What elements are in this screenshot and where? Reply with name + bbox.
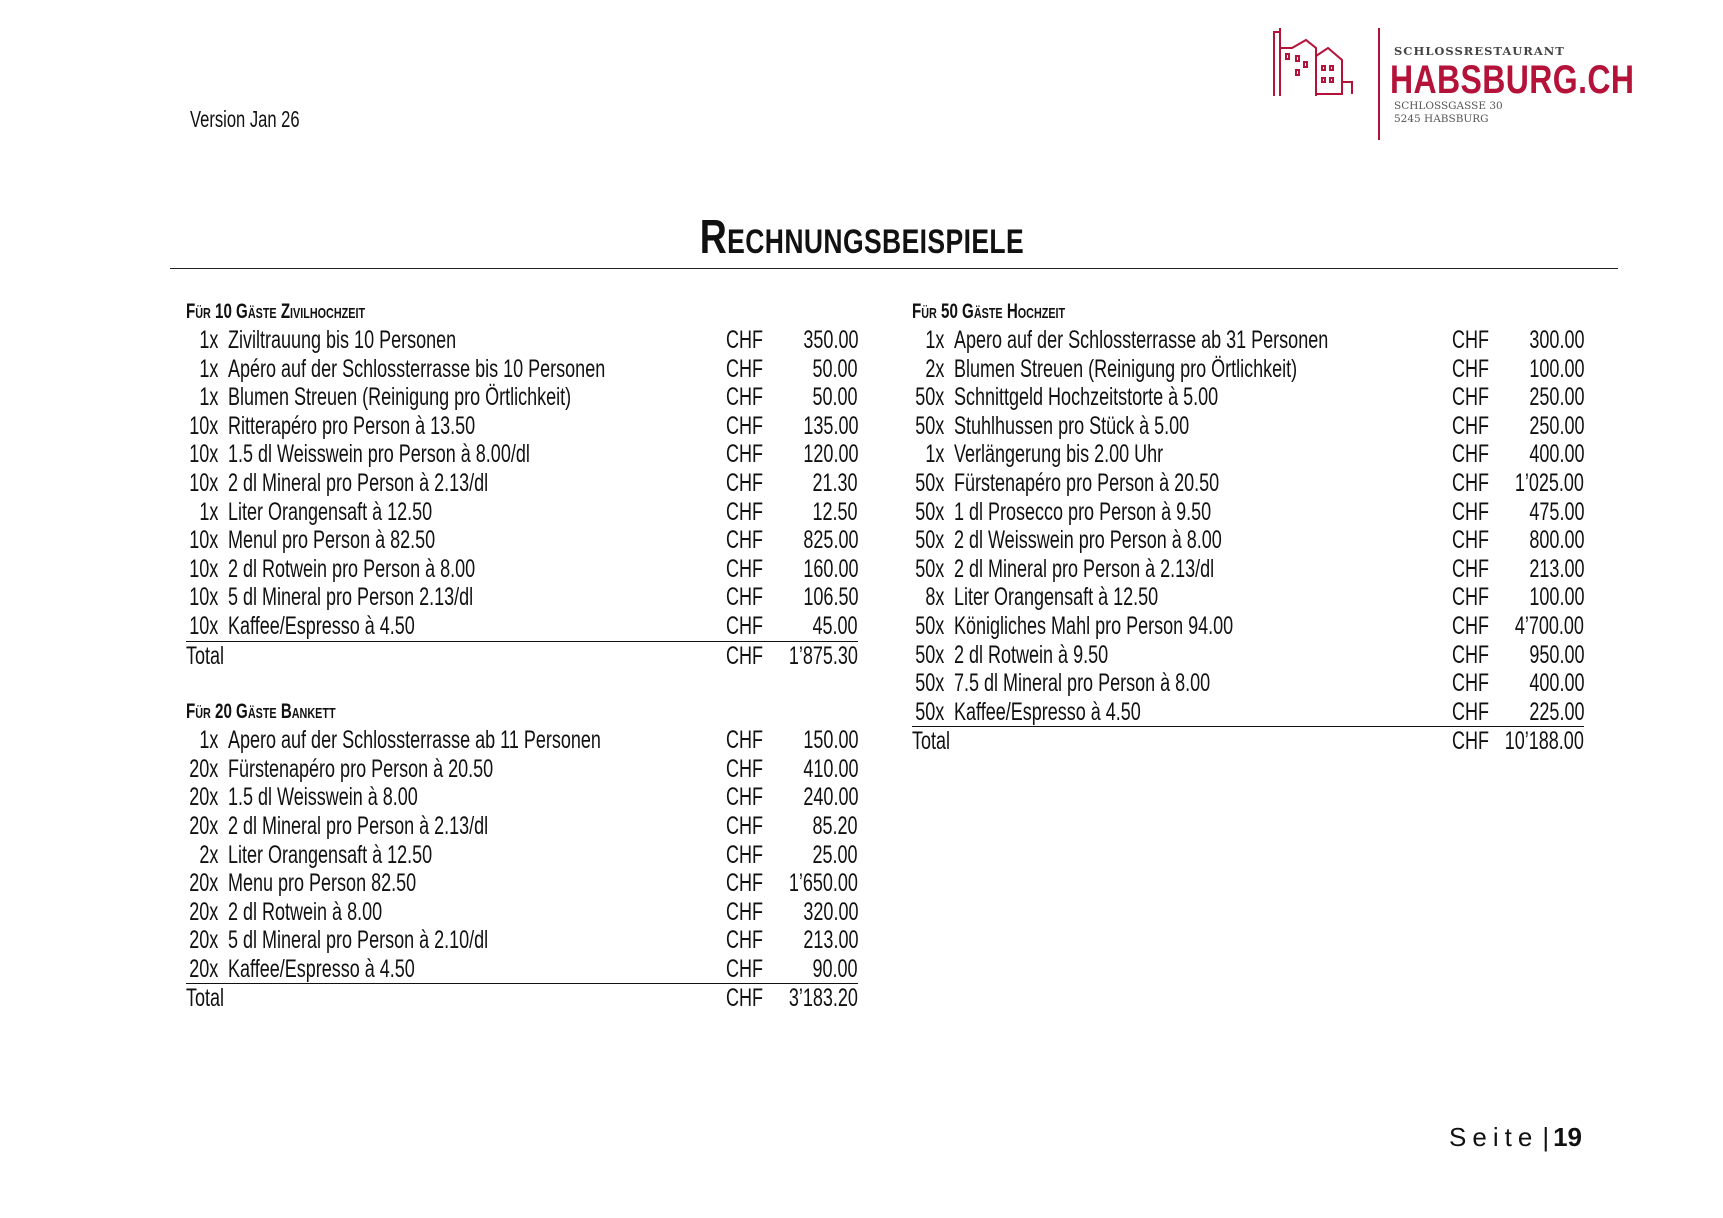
row-description: 5 dl Mineral pro Person 2.13/dl xyxy=(228,583,474,612)
row-quantity: 20x xyxy=(188,869,218,898)
row-amount: 106.50 xyxy=(802,583,858,612)
table-row xyxy=(186,841,858,870)
row-description: 1.5 dl Weisswein pro Person à 8.00/dl xyxy=(228,440,530,469)
total-row xyxy=(186,642,858,671)
row-amount: 250.00 xyxy=(1528,383,1584,412)
row-description: Fürstenapéro pro Person à 20.50 xyxy=(954,468,1220,497)
table-row xyxy=(186,526,858,555)
row-description: Kaffee/Espresso à 4.50 xyxy=(228,611,415,640)
row-currency: CHF xyxy=(726,897,764,926)
row-amount: 25.00 xyxy=(812,840,858,869)
row-quantity: 50x xyxy=(914,554,944,583)
row-amount: 950.00 xyxy=(1528,640,1584,669)
row-description: Blumen Streuen (Reinigung pro Örtlichkeit) xyxy=(954,354,1298,383)
row-description: Menu pro Person 82.50 xyxy=(228,869,417,898)
row-amount: 100.00 xyxy=(1528,354,1584,383)
row-currency: CHF xyxy=(1452,669,1490,698)
row-quantity: 1x xyxy=(198,383,218,412)
section-title: Für 20 Gäste Bankett xyxy=(186,700,336,724)
table-row xyxy=(186,555,858,584)
row-quantity: 50x xyxy=(914,526,944,555)
row-description: 2 dl Mineral pro Person à 2.13/dl xyxy=(954,554,1215,583)
version-label: Version Jan 26 xyxy=(190,106,300,132)
row-currency: CHF xyxy=(726,354,764,383)
row-currency: CHF xyxy=(1452,526,1490,555)
row-quantity: 20x xyxy=(188,754,218,783)
row-amount: 50.00 xyxy=(812,354,858,383)
invoice-table xyxy=(186,726,858,1013)
row-description: Königliches Mahl pro Person 94.00 xyxy=(954,611,1234,640)
row-description: 2 dl Rotwein à 8.00 xyxy=(228,897,383,926)
table-row xyxy=(186,326,858,355)
row-currency: CHF xyxy=(726,726,764,755)
row-description: 2 dl Rotwein pro Person à 8.00 xyxy=(228,554,476,583)
table-row xyxy=(186,812,858,841)
row-quantity: 50x xyxy=(914,669,944,698)
row-quantity: 8x xyxy=(924,583,944,612)
row-currency: CHF xyxy=(726,554,764,583)
table-row xyxy=(912,612,1584,641)
row-amount: 150.00 xyxy=(802,726,858,755)
table-row xyxy=(912,383,1584,412)
total-row xyxy=(912,727,1584,756)
row-description: Stuhlhussen pro Stück à 5.00 xyxy=(954,411,1190,440)
table-row xyxy=(186,898,858,927)
row-currency: CHF xyxy=(726,526,764,555)
total-label: Total xyxy=(186,984,225,1013)
row-amount: 213.00 xyxy=(802,926,858,955)
logo-subtitle: SCHLOSSRESTAURANT xyxy=(1394,44,1565,58)
row-currency: CHF xyxy=(1452,640,1490,669)
row-currency: CHF xyxy=(726,411,764,440)
row-currency: CHF xyxy=(726,383,764,412)
table-row xyxy=(186,440,858,469)
row-currency: CHF xyxy=(1452,411,1490,440)
row-amount: 825.00 xyxy=(802,526,858,555)
row-quantity: 50x xyxy=(914,640,944,669)
total-row xyxy=(186,984,858,1013)
row-quantity: 1x xyxy=(198,497,218,526)
table-row xyxy=(912,583,1584,612)
table-row xyxy=(912,526,1584,555)
table-row xyxy=(912,355,1584,384)
row-amount: 225.00 xyxy=(1528,697,1584,726)
total-currency: CHF xyxy=(726,984,764,1013)
section-title: Für 50 Gäste Hochzeit xyxy=(912,300,1066,323)
row-amount: 400.00 xyxy=(1528,669,1584,698)
row-amount: 800.00 xyxy=(1528,526,1584,555)
row-currency: CHF xyxy=(1452,697,1490,726)
row-quantity: 1x xyxy=(924,326,944,354)
table-row xyxy=(912,698,1584,728)
page-title: Rechnungsbeispiele xyxy=(699,211,1024,264)
row-amount: 100.00 xyxy=(1528,583,1584,612)
row-currency: CHF xyxy=(726,840,764,869)
page-separator: | xyxy=(1542,1122,1550,1152)
row-quantity: 1x xyxy=(198,726,218,755)
logo-address xyxy=(1394,100,1503,126)
row-amount: 410.00 xyxy=(802,754,858,783)
row-description: 1 dl Prosecco pro Person à 9.50 xyxy=(954,497,1212,526)
row-quantity: 10x xyxy=(188,583,218,612)
row-quantity: 10x xyxy=(188,468,218,497)
row-amount: 85.20 xyxy=(812,811,858,840)
row-quantity: 10x xyxy=(188,611,218,640)
logo-address-line: 5245 HABSBURG xyxy=(1394,113,1489,125)
row-quantity: 50x xyxy=(914,611,944,640)
total-amount: 10’188.00 xyxy=(1504,727,1584,756)
row-currency: CHF xyxy=(726,926,764,955)
row-currency: CHF xyxy=(1452,354,1490,383)
row-amount: 320.00 xyxy=(802,897,858,926)
row-currency: CHF xyxy=(726,811,764,840)
logo-address-line: SCHLOSSGASSE 30 xyxy=(1394,100,1503,112)
total-label: Total xyxy=(912,727,951,756)
table-row xyxy=(186,755,858,784)
row-currency: CHF xyxy=(726,611,764,640)
row-amount: 120.00 xyxy=(802,440,858,469)
row-currency: CHF xyxy=(1452,326,1490,354)
row-description: Verlängerung bis 2.00 Uhr xyxy=(954,440,1164,469)
total-amount: 3’183.20 xyxy=(788,984,858,1013)
row-description: Apero auf der Schlossterrasse ab 11 Personen xyxy=(228,726,601,755)
castle-icon xyxy=(1270,26,1370,98)
row-amount: 250.00 xyxy=(1528,411,1584,440)
row-currency: CHF xyxy=(1452,554,1490,583)
row-currency: CHF xyxy=(726,869,764,898)
total-label: Total xyxy=(186,641,225,670)
row-description: 2 dl Rotwein à 9.50 xyxy=(954,640,1109,669)
row-description: Ritterapéro pro Person à 13.50 xyxy=(228,411,476,440)
table-row xyxy=(186,355,858,384)
row-currency: CHF xyxy=(726,583,764,612)
row-quantity: 2x xyxy=(924,354,944,383)
table-row xyxy=(186,383,858,412)
row-amount: 50.00 xyxy=(812,383,858,412)
row-currency: CHF xyxy=(726,468,764,497)
table-row xyxy=(186,955,858,985)
row-amount: 300.00 xyxy=(1528,326,1584,354)
row-description: 2 dl Mineral pro Person à 2.13/dl xyxy=(228,468,489,497)
row-description: Apero auf der Schlossterrasse ab 31 Personen xyxy=(954,326,1329,354)
total-amount: 1’875.30 xyxy=(788,641,858,670)
row-amount: 135.00 xyxy=(802,411,858,440)
table-row xyxy=(186,726,858,755)
table-row xyxy=(912,669,1584,698)
row-description: Kaffee/Espresso à 4.50 xyxy=(954,697,1141,726)
table-row xyxy=(186,612,858,642)
row-quantity: 20x xyxy=(188,811,218,840)
table-row xyxy=(912,326,1584,355)
page-footer xyxy=(1449,1120,1582,1154)
row-currency: CHF xyxy=(1452,611,1490,640)
table-row xyxy=(186,498,858,527)
row-quantity: 20x xyxy=(188,954,218,983)
row-description: Liter Orangensaft à 12.50 xyxy=(954,583,1159,612)
row-quantity: 20x xyxy=(188,926,218,955)
row-quantity: 10x xyxy=(188,411,218,440)
row-currency: CHF xyxy=(726,754,764,783)
table-row xyxy=(186,926,858,955)
row-quantity: 50x xyxy=(914,497,944,526)
row-description: Menul pro Person à 82.50 xyxy=(228,526,436,555)
row-currency: CHF xyxy=(1452,383,1490,412)
row-amount: 350.00 xyxy=(802,326,858,354)
logo-divider xyxy=(1378,28,1380,140)
restaurant-logo xyxy=(1270,26,1635,144)
row-description: 1.5 dl Weisswein à 8.00 xyxy=(228,783,418,812)
row-amount: 160.00 xyxy=(802,554,858,583)
row-quantity: 1x xyxy=(198,354,218,383)
row-currency: CHF xyxy=(726,783,764,812)
row-amount: 1’650.00 xyxy=(788,869,858,898)
right-column xyxy=(912,298,1584,756)
row-quantity: 2x xyxy=(198,840,218,869)
row-amount: 1’025.00 xyxy=(1514,468,1584,497)
row-currency: CHF xyxy=(1452,497,1490,526)
row-description: Apéro auf der Schlossterrasse bis 10 Personen xyxy=(228,354,606,383)
section-title: Für 10 Gäste Zivilhochzeit xyxy=(186,300,366,323)
table-row xyxy=(912,641,1584,670)
row-description: 7.5 dl Mineral pro Person à 8.00 xyxy=(954,669,1211,698)
table-row xyxy=(912,440,1584,469)
row-amount: 12.50 xyxy=(812,497,858,526)
row-description: Schnittgeld Hochzeitstorte à 5.00 xyxy=(954,383,1219,412)
row-description: Kaffee/Espresso à 4.50 xyxy=(228,954,415,983)
row-quantity: 50x xyxy=(914,411,944,440)
row-description: 2 dl Weisswein pro Person à 8.00 xyxy=(954,526,1222,555)
row-amount: 4’700.00 xyxy=(1514,611,1584,640)
row-description: Fürstenapéro pro Person à 20.50 xyxy=(228,754,494,783)
row-currency: CHF xyxy=(1452,468,1490,497)
invoice-table xyxy=(186,326,858,670)
logo-brand: HABSBURG.CH xyxy=(1390,58,1635,102)
row-amount: 213.00 xyxy=(1528,554,1584,583)
row-amount: 21.30 xyxy=(812,468,858,497)
row-description: Ziviltrauung bis 10 Personen xyxy=(228,326,457,354)
row-currency: CHF xyxy=(1452,440,1490,469)
table-row xyxy=(186,583,858,612)
table-row xyxy=(186,783,858,812)
row-description: 2 dl Mineral pro Person à 2.13/dl xyxy=(228,811,489,840)
page-word: Seite xyxy=(1449,1122,1539,1152)
row-quantity: 10x xyxy=(188,526,218,555)
left-column xyxy=(186,298,858,1013)
row-currency: CHF xyxy=(726,954,764,983)
row-quantity: 50x xyxy=(914,468,944,497)
row-amount: 400.00 xyxy=(1528,440,1584,469)
table-row xyxy=(912,555,1584,584)
row-description: Liter Orangensaft à 12.50 xyxy=(228,840,433,869)
total-currency: CHF xyxy=(1452,727,1490,756)
table-row xyxy=(186,869,858,898)
table-row xyxy=(912,412,1584,441)
row-currency: CHF xyxy=(726,326,764,354)
page-number: 19 xyxy=(1553,1122,1582,1152)
row-quantity: 20x xyxy=(188,897,218,926)
row-quantity: 10x xyxy=(188,554,218,583)
total-currency: CHF xyxy=(726,641,764,670)
table-row xyxy=(912,498,1584,527)
row-amount: 90.00 xyxy=(812,954,858,983)
row-amount: 240.00 xyxy=(802,783,858,812)
row-amount: 45.00 xyxy=(812,611,858,640)
row-quantity: 1x xyxy=(924,440,944,469)
table-row xyxy=(186,412,858,441)
row-quantity: 20x xyxy=(188,783,218,812)
row-description: Blumen Streuen (Reinigung pro Örtlichkeit) xyxy=(228,383,572,412)
row-quantity: 10x xyxy=(188,440,218,469)
row-quantity: 50x xyxy=(914,697,944,726)
table-row xyxy=(186,469,858,498)
row-currency: CHF xyxy=(726,497,764,526)
row-description: Liter Orangensaft à 12.50 xyxy=(228,497,433,526)
table-row xyxy=(912,469,1584,498)
row-quantity: 50x xyxy=(914,383,944,412)
invoice-table xyxy=(912,326,1584,756)
row-description: 5 dl Mineral pro Person à 2.10/dl xyxy=(228,926,489,955)
row-currency: CHF xyxy=(1452,583,1490,612)
row-amount: 475.00 xyxy=(1528,497,1584,526)
row-quantity: 1x xyxy=(198,326,218,354)
row-currency: CHF xyxy=(726,440,764,469)
title-rule xyxy=(170,268,1618,269)
